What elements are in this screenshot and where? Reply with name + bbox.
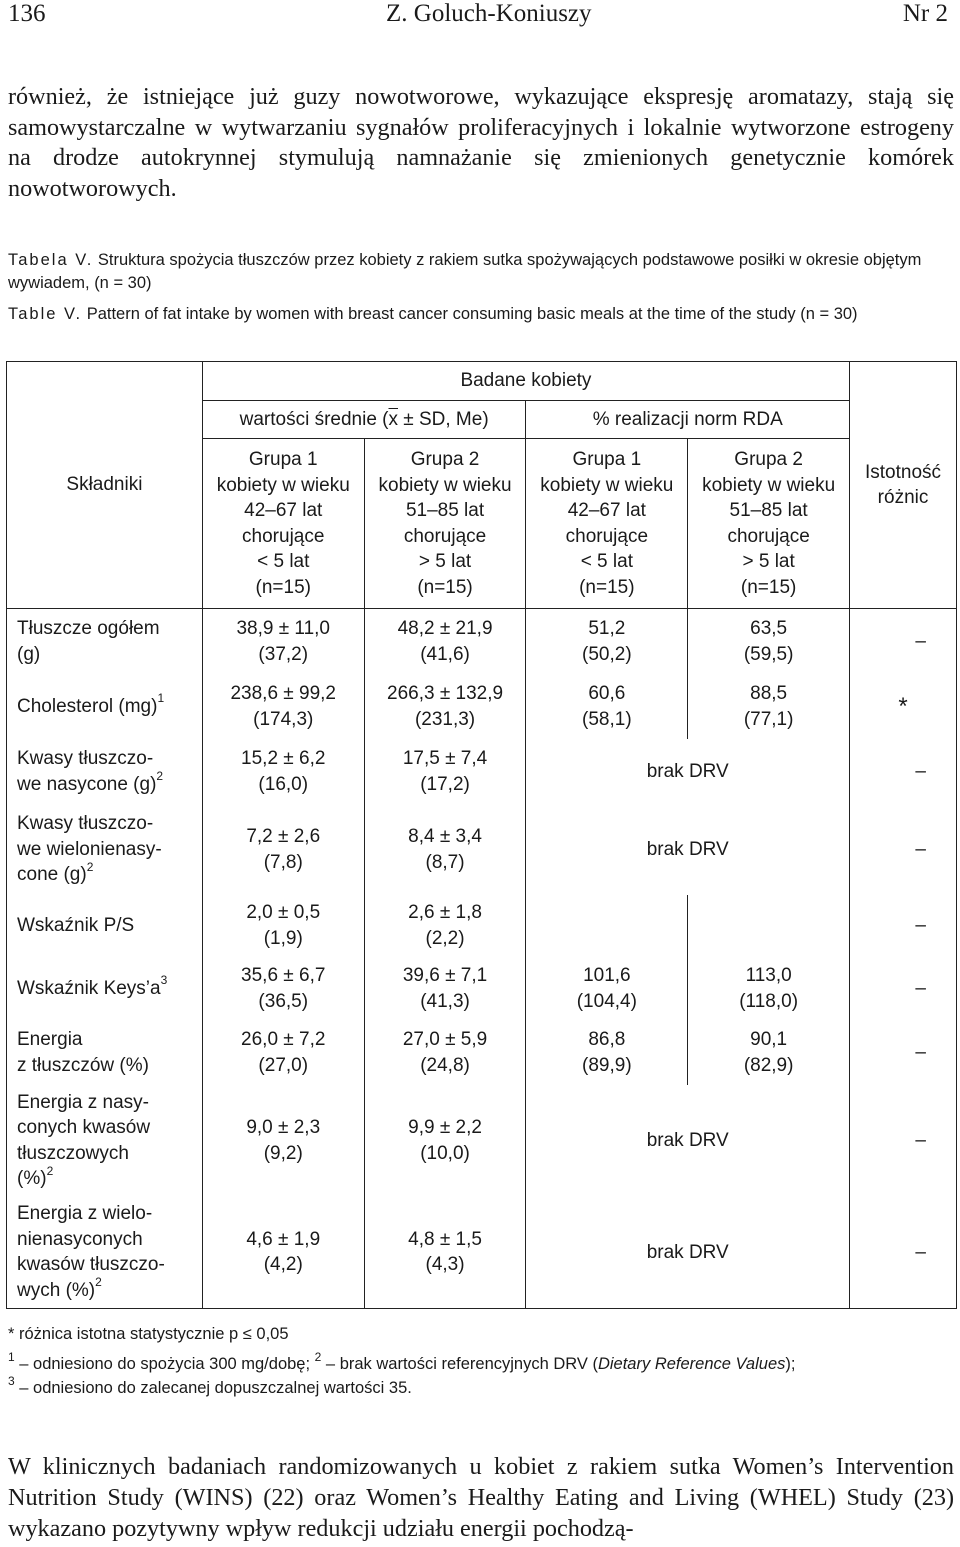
header-skladniki: Składniki: [7, 362, 203, 609]
page-number: 136: [8, 0, 46, 27]
text-fragment: (82,9): [743, 1054, 794, 1076]
running-header: [8, 0, 952, 34]
text-fragment: 2: [46, 1163, 54, 1178]
text-fragment: 63,5: [750, 618, 788, 640]
table-row: [7, 1197, 957, 1309]
text-fragment: – odniesiono do zalecanej dopuszczalnej wartości 35.: [14, 1379, 412, 1397]
text-fragment: Grupa 2: [410, 449, 480, 470]
text-fragment: (17,2): [420, 773, 470, 795]
text-fragment: kobiety w wieku: [540, 474, 674, 496]
table-caption-en: [8, 303, 956, 326]
row-label: [7, 1021, 203, 1085]
text-fragment: (n=15): [579, 576, 635, 598]
cell-value: [364, 957, 526, 1021]
cell-value: [688, 609, 850, 675]
cell-value: [202, 1085, 364, 1197]
significance-cell: *: [850, 675, 957, 739]
text-fragment: Kwasy tłuszczo-: [17, 748, 154, 769]
text-fragment: (58,1): [582, 708, 632, 730]
cell-value: [202, 739, 364, 805]
significance-cell: –: [850, 1197, 957, 1309]
text-fragment: < 5 lat: [257, 551, 310, 572]
text-fragment: 1: [157, 691, 165, 706]
cell-value: [688, 675, 850, 739]
text-fragment: (g): [17, 643, 41, 665]
header-istotnosc-text: Istotność różnic: [864, 461, 942, 508]
text-fragment: (16,0): [258, 773, 309, 795]
cell-value: [526, 609, 688, 675]
text-fragment: (%): [17, 1168, 47, 1189]
cell-value: [364, 1197, 526, 1309]
text-fragment: (n=15): [740, 576, 797, 598]
text-fragment: we nasycone (g): [17, 773, 157, 795]
significance-cell: –: [850, 805, 957, 895]
cell-value: [202, 957, 364, 1021]
table-row: [7, 805, 957, 895]
text-fragment: 42–67 lat: [567, 500, 646, 521]
table-row: [7, 895, 957, 957]
text-fragment: (174,3): [253, 708, 314, 730]
brak-drv-cell: brak DRV: [526, 739, 850, 805]
row-label: [7, 609, 203, 675]
group-header: [202, 439, 364, 609]
header-istotnosc: [850, 362, 957, 609]
text-fragment: Wskaźnik Keys’a: [17, 977, 161, 999]
cell-value: [688, 1021, 850, 1085]
text-fragment: (27,0): [258, 1054, 309, 1076]
table-row: [7, 1085, 957, 1197]
text-fragment: chorujące: [727, 525, 810, 547]
text-fragment: 2,6 ± 1,8: [408, 902, 482, 923]
text-fragment: (7,8): [263, 851, 303, 873]
text-fragment: 3: [8, 1373, 15, 1388]
cell-value: [526, 895, 688, 957]
cell-value: [688, 957, 850, 1021]
significance-cell: –: [850, 609, 957, 675]
text-fragment: (89,9): [582, 1054, 632, 1076]
text-fragment: kobiety w wieku: [216, 474, 350, 496]
text-fragment: (41,6): [420, 643, 470, 665]
text-fragment: 8,4 ± 3,4: [408, 826, 482, 847]
text-fragment: 15,2 ± 6,2: [241, 748, 326, 769]
text-fragment: we wielonienasy-: [17, 838, 162, 860]
text-fragment: 1: [8, 1349, 15, 1364]
text-fragment: 51–85 lat: [729, 500, 808, 521]
text-fragment: 27,0 ± 5,9: [402, 1029, 488, 1050]
text-fragment: 238,6 ± 99,2: [230, 683, 336, 704]
cell-value: [364, 739, 526, 805]
text-fragment: (77,1): [743, 708, 794, 730]
cell-value: [202, 675, 364, 739]
text-fragment: 17,5 ± 7,4: [402, 748, 488, 769]
caption-text-en: Pattern of fat intake by women with breast cancer consuming basic meals at the time of the study (n = 30): [86, 305, 858, 323]
text-fragment: chorujące: [242, 525, 325, 547]
text-fragment: – brak wartości referencyjnych DRV (: [321, 1355, 598, 1373]
text-fragment: Energia z nasy-: [17, 1091, 150, 1113]
cell-value: [364, 895, 526, 957]
caption-text-pl: Struktura spożycia tłuszczów przez kobiety z rakiem sutka spożywających podstawowe posiłki w okresie objętym wywiadem, (n = 30): [8, 251, 922, 292]
cell-value: [526, 957, 688, 1021]
text-fragment: z tłuszczów (%): [17, 1054, 149, 1076]
text-fragment: 26,0 ± 7,2: [241, 1029, 326, 1050]
text-fragment: chorujące: [403, 525, 487, 547]
cell-value: [202, 805, 364, 895]
text-fragment: (41,3): [420, 990, 470, 1012]
cell-value: [202, 1021, 364, 1085]
text-fragment: 48,2 ± 21,9: [397, 618, 493, 640]
text-fragment: kwasów tłuszczo-: [17, 1254, 165, 1276]
text-fragment: 2: [156, 769, 164, 784]
cell-value: [688, 895, 850, 957]
text-fragment: 2: [314, 1349, 322, 1364]
footnotes-references: [8, 1349, 956, 1400]
text-fragment: conych kwasów: [17, 1117, 151, 1138]
table-row: [7, 675, 957, 739]
cell-value: [202, 609, 364, 675]
text-fragment: 4,8 ± 1,5: [408, 1228, 482, 1250]
group-header: [364, 439, 526, 609]
text-fragment: (50,2): [582, 643, 632, 665]
row-label: [7, 957, 203, 1021]
text-fragment: 9,0 ± 2,3: [246, 1117, 321, 1138]
row-label: [7, 805, 203, 895]
cell-value: [202, 1197, 364, 1309]
cell-value: [364, 609, 526, 675]
text-fragment: (n=15): [417, 576, 473, 598]
brak-drv-cell: brak DRV: [526, 805, 850, 895]
header-rda: % realizacji norm RDA: [526, 401, 850, 439]
caption-label-pl: Tabela V.: [8, 251, 94, 269]
text-fragment: chorujące: [565, 525, 649, 547]
row-label: [7, 739, 203, 805]
text-fragment: (4,3): [425, 1254, 465, 1276]
brak-drv-cell: brak DRV: [526, 1197, 850, 1309]
text-fragment: Energia z wielo-: [17, 1203, 153, 1225]
text-fragment: 113,0: [745, 965, 792, 986]
text-fragment: Grupa 1: [572, 449, 642, 470]
table-row: [7, 1021, 957, 1085]
text-fragment: (10,0): [420, 1142, 470, 1164]
text-fragment: 7,2 ± 2,6: [246, 826, 321, 847]
text-fragment: Grupa 1: [248, 449, 318, 470]
cell-value: [364, 1021, 526, 1085]
significance-cell: –: [850, 1021, 957, 1085]
text-fragment: > 5 lat: [742, 551, 795, 572]
text-fragment: Dietary Reference Values: [597, 1355, 786, 1373]
text-fragment: 2: [86, 859, 94, 874]
text-fragment: 4,6 ± 1,9: [246, 1228, 321, 1250]
cell-value: [364, 675, 526, 739]
group-header: [526, 439, 688, 609]
text-fragment: Cholesterol (mg): [17, 695, 158, 717]
text-fragment: wartości średnie (: [239, 408, 389, 430]
text-fragment: 88,5: [750, 683, 788, 704]
text-fragment: Energia: [17, 1029, 83, 1050]
table-row: [7, 609, 957, 675]
text-fragment: (36,5): [258, 990, 309, 1012]
text-fragment: 35,6 ± 6,7: [241, 965, 326, 986]
issue-number: Nr 2: [902, 0, 948, 27]
caption-label-en: Table V.: [8, 305, 83, 323]
text-fragment: 42–67 lat: [244, 500, 323, 521]
text-fragment: (8,7): [425, 851, 465, 873]
significance-cell: –: [850, 739, 957, 805]
text-fragment: 2: [95, 1275, 102, 1290]
text-fragment: 51–85 lat: [405, 500, 485, 521]
row-label: [7, 1197, 203, 1309]
text-fragment: (24,8): [420, 1054, 470, 1076]
text-fragment: – odniesiono do spożycia 300 mg/dobę;: [14, 1355, 315, 1373]
text-fragment: (n=15): [255, 576, 311, 598]
text-fragment: 2,0 ± 0,5: [246, 902, 321, 923]
table-row: [7, 957, 957, 1021]
header-badane-kobiety: Badane kobiety: [202, 362, 849, 401]
text-fragment: Grupa 2: [734, 449, 803, 470]
cell-value: [526, 675, 688, 739]
text-fragment: 9,9 ± 2,2: [408, 1117, 482, 1138]
text-fragment: (37,2): [258, 643, 309, 665]
text-fragment: kobiety w wieku: [378, 474, 512, 496]
text-fragment: wych (%): [17, 1279, 96, 1301]
text-fragment: Tłuszcze ogółem: [17, 618, 160, 640]
intro-paragraph: również, że istniejące już guzy nowotworowe, wykazujące ekspresję aromatazy, stają się samowystarczalne w wytwarzaniu sygnałów proliferacyjnych i lokalnie wytworzone estrogeny na drodze autokrynnej stymulują namnażanie się zmienionych genetycznie komórek nowotworowych.: [8, 83, 954, 202]
row-label: Wskaźnik P/S: [7, 895, 203, 957]
text-fragment: (104,4): [576, 990, 637, 1012]
group-header: [688, 439, 850, 609]
significance-cell: –: [850, 957, 957, 1021]
brak-drv-cell: brak DRV: [526, 1085, 850, 1197]
text-fragment: (1,9): [263, 927, 303, 949]
text-fragment: (4,2): [263, 1254, 303, 1276]
text-fragment: (2,2): [425, 927, 465, 949]
text-fragment: > 5 lat: [418, 551, 472, 572]
fat-intake-table: [6, 361, 957, 1309]
conclusion-paragraph: W klinicznych badaniach randomizowanych u kobiet z rakiem sutka Women’s Intervention Nutrition Study (WINS) (22) oraz Women’s Healthy Eating and Living (WHEL) Study (23) wykazano pozytywny wpływ redukcji udziału energii pochodzą-: [8, 1453, 954, 1542]
text-fragment: 39,6 ± 7,1: [402, 965, 488, 986]
x-bar-symbol: $\overline{x}$: [388, 408, 398, 430]
header-mean-sd: [202, 401, 526, 439]
text-fragment: 86,8: [588, 1029, 626, 1050]
text-fragment: 90,1: [750, 1029, 788, 1050]
significance-cell: –: [850, 895, 957, 957]
text-fragment: 38,9 ± 11,0: [236, 618, 331, 640]
text-fragment: (9,2): [263, 1142, 303, 1164]
table-row: [7, 739, 957, 805]
cell-value: [526, 1021, 688, 1085]
text-fragment: nienasyconych: [17, 1228, 143, 1250]
row-label: [7, 1085, 203, 1197]
cell-value: [202, 895, 364, 957]
text-fragment: 3: [160, 973, 168, 988]
text-fragment: (118,0): [739, 990, 799, 1012]
cell-value: [364, 1085, 526, 1197]
text-fragment: < 5 lat: [580, 551, 633, 572]
text-fragment: (231,3): [414, 708, 476, 730]
text-fragment: 101,6: [583, 965, 631, 986]
table-caption-pl: [8, 249, 956, 295]
text-fragment: 60,6: [588, 683, 626, 704]
text-fragment: );: [785, 1355, 796, 1373]
text-fragment: cone (g): [17, 864, 87, 886]
footnote-significance: * różnica istotna statystycznie p ≤ 0,05: [8, 1325, 289, 1343]
text-fragment: 51,2: [588, 618, 626, 640]
text-fragment: tłuszczowych: [17, 1142, 129, 1164]
text-fragment: (59,5): [743, 643, 794, 665]
text-fragment: 266,3 ± 132,9: [387, 683, 504, 704]
cell-value: [364, 805, 526, 895]
running-author: Z. Goluch-Koniuszy: [386, 0, 592, 27]
text-fragment: ± SD, Me): [398, 408, 489, 430]
text-fragment: kobiety w wieku: [702, 474, 836, 496]
significance-cell: –: [850, 1085, 957, 1197]
row-label: [7, 675, 203, 739]
text-fragment: Kwasy tłuszczo-: [17, 813, 154, 835]
